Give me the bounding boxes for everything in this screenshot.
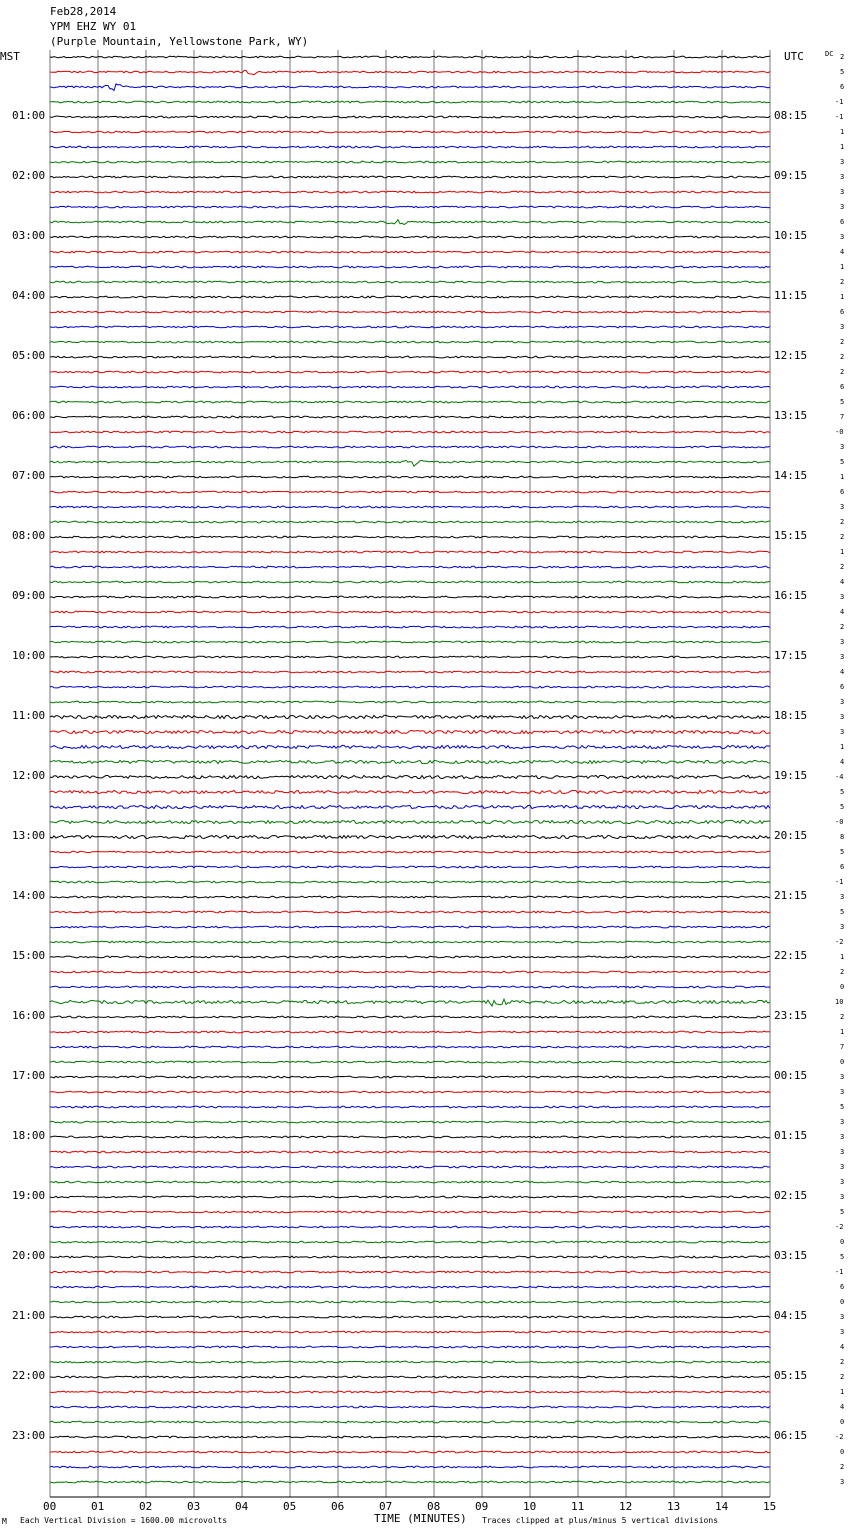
dc-offset-value: 3: [840, 203, 845, 211]
right-hour-label: 11:15: [774, 289, 808, 302]
plot-date: Feb28,2014: [50, 5, 117, 18]
dc-offset-value: 3: [840, 233, 845, 241]
seismic-trace: [50, 1241, 770, 1243]
dc-offset-value: 3: [840, 1073, 845, 1081]
right-hour-label: 09:15: [774, 169, 808, 182]
seismic-trace: [50, 161, 770, 163]
left-hour-label: 16:00: [12, 1009, 46, 1022]
seismic-trace: [50, 1046, 770, 1048]
dc-offset-value: 3: [840, 653, 845, 661]
x-tick-label: 12: [619, 1500, 633, 1513]
seismic-trace: [50, 715, 770, 718]
seismic-trace: [50, 626, 770, 628]
seismic-trace: [50, 1316, 770, 1318]
dc-offset-value: 1: [840, 1028, 845, 1036]
seismic-trace: [50, 941, 770, 943]
left-hour-label: 04:00: [12, 289, 46, 302]
left-hour-label: 13:00: [12, 829, 46, 842]
dc-offset-value: 6: [840, 683, 845, 691]
left-hour-label: 11:00: [12, 709, 46, 722]
dc-offset-value: 2: [840, 338, 845, 346]
seismic-trace: [50, 671, 770, 673]
seismic-trace: [50, 866, 770, 868]
seismic-trace: [50, 386, 770, 388]
x-tick-label: 13: [667, 1500, 681, 1513]
dc-offset-value: 2: [840, 1013, 845, 1021]
dc-offset-value: 0: [840, 983, 845, 991]
dc-offset-value: 4: [840, 1403, 845, 1411]
seismic-trace: [50, 1481, 770, 1483]
dc-offset-value: 1: [840, 128, 845, 136]
seismic-trace: [50, 1076, 770, 1078]
seismic-trace: [50, 1331, 770, 1333]
dc-offset-value: 3: [840, 323, 845, 331]
dc-offset-value: 3: [840, 1178, 845, 1186]
x-tick-label: 05: [283, 1500, 297, 1513]
left-hour-label: 03:00: [12, 229, 46, 242]
seismic-trace: [50, 881, 770, 883]
dc-offset-value: 5: [840, 458, 845, 466]
seismic-trace: [50, 851, 770, 853]
seismic-trace: [50, 566, 770, 568]
seismic-trace: [50, 926, 770, 928]
dc-offset-value: 3: [840, 1313, 845, 1321]
dc-offset-value: 6: [840, 863, 845, 871]
seismic-trace: [50, 341, 770, 343]
seismic-trace: [50, 84, 770, 91]
seismic-trace: [50, 101, 770, 103]
seismic-trace: [50, 1031, 770, 1033]
right-hour-label: 13:15: [774, 409, 808, 422]
left-hour-label: 02:00: [12, 169, 46, 182]
left-hour-label: 17:00: [12, 1069, 46, 1082]
seismic-trace: [50, 656, 770, 658]
right-timezone-label: UTC: [784, 50, 804, 63]
dc-offset-value: 4: [840, 1343, 845, 1351]
dc-offset-value: 3: [840, 503, 845, 511]
dc-offset-value: 2: [840, 623, 845, 631]
dc-offset-value: 4: [840, 758, 845, 766]
seismic-trace: [50, 56, 770, 58]
seismic-trace: [50, 730, 770, 733]
dc-offset-value: 1: [840, 743, 845, 751]
dc-offset-value: 2: [840, 1463, 845, 1471]
right-hour-label: 19:15: [774, 769, 808, 782]
right-hour-label: 18:15: [774, 709, 808, 722]
seismic-trace: [50, 956, 770, 958]
seismic-trace: [50, 611, 770, 613]
x-tick-label: 00: [43, 1500, 57, 1513]
dc-offset-value: 2: [840, 368, 845, 376]
seismic-trace: [50, 686, 770, 688]
dc-offset-value: -2: [835, 1223, 844, 1231]
right-hour-label: 00:15: [774, 1069, 808, 1082]
right-hour-label: 10:15: [774, 229, 808, 242]
dc-offset-value: -2: [835, 1433, 844, 1441]
x-tick-label: 11: [571, 1500, 585, 1513]
dc-offset-value: 2: [840, 1358, 845, 1366]
seismic-trace: [50, 551, 770, 553]
dc-offset-value: 5: [840, 68, 845, 76]
seismic-trace: [50, 1421, 770, 1423]
dc-offset-value: 0: [840, 1238, 845, 1246]
seismic-trace: [50, 1226, 770, 1228]
right-hour-label: 04:15: [774, 1309, 808, 1322]
right-hour-label: 02:15: [774, 1189, 808, 1202]
dc-offset-value: 2: [840, 1373, 845, 1381]
left-hour-label: 18:00: [12, 1129, 46, 1142]
dc-offset-value: -0: [835, 428, 844, 436]
seismic-trace: [50, 820, 770, 823]
seismic-trace: [50, 1466, 770, 1468]
dc-offset-value: 3: [840, 1478, 845, 1486]
dc-offset-value: -1: [835, 878, 844, 886]
dc-offset-value: 6: [840, 218, 845, 226]
seismic-trace: [50, 251, 770, 253]
seismic-trace: [50, 506, 770, 508]
dc-offset-value: 3: [840, 923, 845, 931]
seismic-trace: [50, 1436, 770, 1438]
left-hour-label: 12:00: [12, 769, 46, 782]
x-tick-label: 04: [235, 1500, 249, 1513]
dc-offset-value: 3: [840, 728, 845, 736]
seismic-trace: [50, 1256, 770, 1258]
dc-offset-value: 5: [840, 1253, 845, 1261]
dc-offset-value: 1: [840, 953, 845, 961]
x-tick-label: 08: [427, 1500, 441, 1513]
dc-offset-value: 10: [835, 998, 844, 1006]
x-axis-title: TIME (MINUTES): [374, 1512, 467, 1525]
right-hour-label: 20:15: [774, 829, 808, 842]
dc-offset-value: 6: [840, 488, 845, 496]
dc-offset-value: 1: [840, 263, 845, 271]
left-hour-label: 15:00: [12, 949, 46, 962]
left-hour-label: 01:00: [12, 109, 46, 122]
dc-offset-value: 2: [840, 53, 845, 61]
seismic-trace: [50, 1091, 770, 1093]
seismic-trace: [50, 116, 770, 118]
left-hour-label: 07:00: [12, 469, 46, 482]
seismic-trace: [50, 1361, 770, 1363]
seismic-trace: [50, 326, 770, 328]
seismic-trace: [50, 911, 770, 913]
right-hour-label: 05:15: [774, 1369, 808, 1382]
seismic-trace: [50, 805, 770, 808]
left-hour-label: 06:00: [12, 409, 46, 422]
seismic-trace: [50, 416, 770, 418]
seismic-trace: [50, 220, 770, 225]
seismic-trace: [50, 1406, 770, 1408]
dc-offset-value: 4: [840, 248, 845, 256]
dc-offset-value: 5: [840, 1103, 845, 1111]
x-tick-label: 06: [331, 1500, 345, 1513]
seismic-trace: [50, 986, 770, 988]
dc-offset-value: 3: [840, 1088, 845, 1096]
seismic-trace: [50, 1181, 770, 1183]
dc-offset-value: 4: [840, 578, 845, 586]
dc-offset-value: 2: [840, 563, 845, 571]
dc-offset-value: 4: [840, 608, 845, 616]
x-tick-label: 07: [379, 1500, 393, 1513]
dc-offset-value: 3: [840, 713, 845, 721]
seismic-trace: [50, 1151, 770, 1153]
right-hour-label: 03:15: [774, 1249, 808, 1262]
right-hour-label: 17:15: [774, 649, 808, 662]
dc-offset-value: 1: [840, 473, 845, 481]
x-tick-label: 14: [715, 1500, 729, 1513]
dc-offset-value: 5: [840, 788, 845, 796]
dc-offset-value: -2: [835, 938, 844, 946]
scale-note: Each Vertical Division = 1600.00 microvolts: [20, 1516, 228, 1525]
seismic-trace: [50, 356, 770, 358]
dc-offset-value: 2: [840, 968, 845, 976]
seismic-trace: [50, 476, 770, 478]
seismic-trace: [50, 896, 770, 898]
dc-offset-value: 3: [840, 698, 845, 706]
left-hour-label: 05:00: [12, 349, 46, 362]
seismic-trace: [50, 1376, 770, 1378]
seismic-trace: [50, 401, 770, 403]
dc-offset-value: 2: [840, 533, 845, 541]
seismic-trace: [50, 446, 770, 448]
seismic-trace: [50, 1196, 770, 1198]
corner-mark: M: [2, 1517, 7, 1526]
seismic-trace: [50, 236, 770, 238]
dc-offset-value: 2: [840, 518, 845, 526]
dc-offset-value: 3: [840, 1328, 845, 1336]
dc-offset-value: 1: [840, 293, 845, 301]
dc-label: DC: [825, 50, 834, 58]
clip-note: Traces clipped at plus/minus 5 vertical divisions: [482, 1516, 719, 1525]
seismic-trace: [50, 296, 770, 298]
dc-offset-value: -1: [835, 1268, 844, 1276]
dc-offset-value: 7: [840, 1043, 845, 1051]
right-hour-label: 12:15: [774, 349, 808, 362]
station-code: YPM EHZ WY 01: [50, 20, 137, 33]
seismic-trace: [50, 70, 770, 74]
seismic-trace: [50, 131, 770, 133]
seismic-trace: [50, 790, 770, 793]
seismic-trace: [50, 1106, 770, 1108]
seismic-trace: [50, 745, 770, 748]
dc-offset-value: -1: [835, 98, 844, 106]
dc-offset-value: 7: [840, 413, 845, 421]
x-tick-label: 09: [475, 1500, 489, 1513]
seismic-trace: [50, 521, 770, 523]
seismic-trace: [50, 1211, 770, 1213]
dc-offset-value: 5: [840, 398, 845, 406]
left-hour-label: 19:00: [12, 1189, 46, 1202]
dc-offset-value: 0: [840, 1058, 845, 1066]
right-hour-label: 21:15: [774, 889, 808, 902]
right-hour-label: 16:15: [774, 589, 808, 602]
seismic-trace: [50, 191, 770, 193]
dc-offset-value: 3: [840, 443, 845, 451]
left-hour-label: 21:00: [12, 1309, 46, 1322]
dc-offset-value: 5: [840, 908, 845, 916]
seismic-trace: [50, 266, 770, 268]
dc-offset-value: 3: [840, 1118, 845, 1126]
station-location: (Purple Mountain, Yellowstone Park, WY): [50, 35, 309, 48]
left-hour-label: 20:00: [12, 1249, 46, 1262]
left-timezone-label: MST: [0, 50, 20, 63]
dc-offset-value: 1: [840, 548, 845, 556]
dc-offset-value: 3: [840, 1148, 845, 1156]
x-tick-label: 03: [187, 1500, 201, 1513]
dc-offset-value: 6: [840, 83, 845, 91]
dc-offset-value: 1: [840, 143, 845, 151]
right-hour-label: 15:15: [774, 529, 808, 542]
dc-offset-value: 3: [840, 1133, 845, 1141]
dc-offset-value: 3: [840, 188, 845, 196]
seismic-trace: [50, 1451, 770, 1453]
seismic-trace: [50, 1391, 770, 1393]
dc-offset-value: 3: [840, 638, 845, 646]
x-tick-label: 10: [523, 1500, 537, 1513]
right-hour-label: 06:15: [774, 1429, 808, 1442]
left-hour-label: 14:00: [12, 889, 46, 902]
seismic-trace: [50, 775, 770, 778]
right-hour-label: 22:15: [774, 949, 808, 962]
right-hour-label: 14:15: [774, 469, 808, 482]
left-hour-label: 10:00: [12, 649, 46, 662]
x-tick-label: 02: [139, 1500, 153, 1513]
seismic-trace: [50, 1286, 770, 1288]
seismic-trace: [50, 536, 770, 538]
dc-offset-value: 0: [840, 1448, 845, 1456]
seismic-trace: [50, 1166, 770, 1168]
dc-offset-value: 6: [840, 1283, 845, 1291]
seismic-trace: [50, 581, 770, 583]
dc-offset-value: 3: [840, 893, 845, 901]
dc-offset-value: -0: [835, 818, 844, 826]
dc-offset-value: 0: [840, 1418, 845, 1426]
dc-offset-value: 0: [840, 1298, 845, 1306]
dc-offset-value: 3: [840, 1193, 845, 1201]
dc-offset-value: 5: [840, 1208, 845, 1216]
dc-offset-value: 6: [840, 383, 845, 391]
dc-offset-value: 8: [840, 833, 845, 841]
right-hour-label: 08:15: [774, 109, 808, 122]
x-tick-label: 15: [763, 1500, 777, 1513]
dc-offset-value: 3: [840, 593, 845, 601]
dc-offset-value: 5: [840, 803, 845, 811]
dc-offset-value: 3: [840, 173, 845, 181]
seismic-trace: [50, 281, 770, 283]
dc-offset-value: -4: [835, 773, 844, 781]
seismic-trace: [50, 1061, 770, 1063]
seismic-trace: [50, 176, 770, 178]
seismic-trace: [50, 1121, 770, 1123]
seismic-trace: [50, 491, 770, 493]
dc-offset-value: 4: [840, 668, 845, 676]
seismic-trace: [50, 371, 770, 373]
dc-offset-value: 5: [840, 848, 845, 856]
x-tick-label: 01: [91, 1500, 105, 1513]
dc-offset-value: 2: [840, 278, 845, 286]
seismic-trace: [50, 1271, 770, 1273]
seismic-trace: [50, 641, 770, 643]
seismic-trace: [50, 146, 770, 148]
seismic-trace: [50, 206, 770, 208]
dc-offset-value: 1: [840, 1388, 845, 1396]
left-hour-label: 08:00: [12, 529, 46, 542]
seismic-trace: [50, 701, 770, 703]
seismic-trace: [50, 1136, 770, 1138]
right-hour-label: 01:15: [774, 1129, 808, 1142]
seismic-trace: [50, 1016, 770, 1018]
right-hour-label: 23:15: [774, 1009, 808, 1022]
seismic-trace: [50, 596, 770, 598]
dc-offset-value: 3: [840, 1163, 845, 1171]
left-hour-label: 22:00: [12, 1369, 46, 1382]
dc-offset-value: 3: [840, 158, 845, 166]
dc-offset-value: 2: [840, 353, 845, 361]
seismic-trace: [50, 1346, 770, 1348]
left-hour-label: 09:00: [12, 589, 46, 602]
seismic-trace: [50, 431, 770, 433]
seismic-trace: [50, 460, 770, 466]
seismic-trace: [50, 1301, 770, 1303]
dc-offset-value: -1: [835, 113, 844, 121]
left-hour-label: 23:00: [12, 1429, 46, 1442]
seismic-trace: [50, 760, 770, 763]
seismic-trace: [50, 971, 770, 973]
seismic-trace: [50, 999, 770, 1006]
seismic-trace: [50, 311, 770, 313]
seismic-trace: [50, 835, 770, 838]
dc-offset-value: 6: [840, 308, 845, 316]
